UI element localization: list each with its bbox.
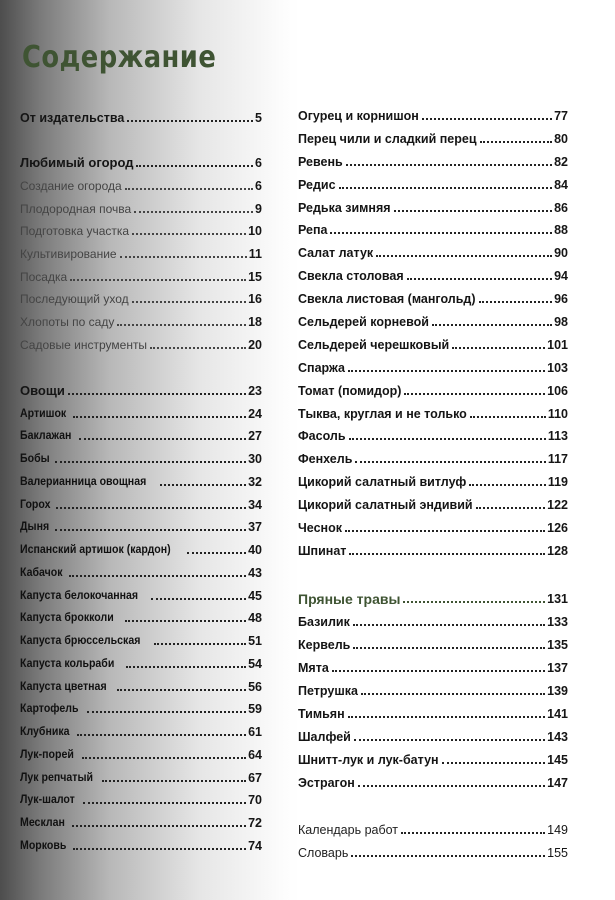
toc-entry[interactable] xyxy=(298,633,568,653)
toc-entry-page: 98 xyxy=(554,315,568,329)
toc-entry-label: Базилик xyxy=(298,615,350,629)
toc-entry-label: Бобы xyxy=(20,453,50,465)
toc-entry-page: 61 xyxy=(248,725,262,739)
toc-entry-label: Цикорий салатный витлуф xyxy=(298,475,467,489)
toc-leader-dots xyxy=(55,529,246,531)
toc-entry[interactable] xyxy=(20,788,262,808)
toc-entry-page: 10 xyxy=(248,224,262,238)
toc-entry[interactable] xyxy=(298,264,568,284)
toc-entry-label: Свекла столовая xyxy=(298,269,404,283)
toc-leader-dots xyxy=(125,188,253,190)
toc-entry-label: Огурец и корнишон xyxy=(298,109,419,123)
toc-entry[interactable] xyxy=(20,606,262,626)
toc-leader-dots xyxy=(432,324,552,326)
toc-entry[interactable] xyxy=(298,447,568,467)
toc-entry-label: Капуста брюссельская xyxy=(20,635,141,647)
toc-entry-label: Клубника xyxy=(20,726,70,738)
toc-entry-page: 128 xyxy=(547,544,568,558)
toc-entry-label: Петрушка xyxy=(298,684,358,698)
toc-entry[interactable] xyxy=(20,697,262,717)
toc-leader-dots xyxy=(354,739,545,741)
toc-entry-label: Цикорий салатный эндивий xyxy=(298,498,473,512)
toc-entry[interactable] xyxy=(298,333,568,353)
toc-entry-page: 34 xyxy=(248,498,262,512)
toc-entry-label: Валерианница овощная xyxy=(20,476,147,488)
toc-entry-page: 86 xyxy=(554,201,568,215)
toc-entry[interactable] xyxy=(298,771,568,791)
toc-leader-dots xyxy=(422,118,552,120)
toc-entry-label: Спаржа xyxy=(298,361,345,375)
toc-entry-page: 40 xyxy=(248,543,262,557)
toc-entry[interactable] xyxy=(20,584,262,604)
toc-leader-dots xyxy=(407,278,552,280)
toc-leader-dots xyxy=(349,553,545,555)
toc-leader-dots xyxy=(476,507,546,509)
toc-entry-page: 131 xyxy=(547,592,568,606)
toc-entry-page: 70 xyxy=(248,793,262,807)
toc-leader-dots xyxy=(87,711,246,713)
toc-entry[interactable] xyxy=(298,127,568,147)
toc-entry[interactable] xyxy=(20,197,262,217)
toc-leader-dots xyxy=(330,232,552,234)
toc-entry[interactable] xyxy=(20,538,262,558)
toc-leader-dots xyxy=(355,461,545,463)
toc-leader-dots xyxy=(102,780,246,782)
toc-entry-page: 20 xyxy=(248,338,262,352)
toc-leader-dots xyxy=(120,256,247,258)
toc-leader-dots xyxy=(353,624,545,626)
toc-entry-page: 96 xyxy=(554,292,568,306)
toc-entry[interactable] xyxy=(298,218,568,238)
toc-entry[interactable] xyxy=(20,629,262,649)
toc-entry-label: Словарь xyxy=(298,846,349,860)
toc-section-label: Любимый огород xyxy=(20,155,134,170)
toc-entry-page: 15 xyxy=(248,270,262,284)
toc-entry[interactable] xyxy=(20,743,262,763)
toc-entry-label: Баклажан xyxy=(20,430,72,442)
toc-entry[interactable] xyxy=(298,196,568,216)
toc-entry-label: Сельдерей черешковый xyxy=(298,338,450,352)
toc-entry-page: 43 xyxy=(248,566,262,580)
toc-entry-label: Календарь работ xyxy=(298,823,399,837)
toc-entry-page: 80 xyxy=(554,132,568,146)
toc-entry-label: Плодородная почва xyxy=(20,202,132,216)
toc-section-garden[interactable] xyxy=(20,151,262,171)
toc-leader-dots xyxy=(394,210,553,212)
toc-entry-page: 16 xyxy=(248,292,262,306)
toc-leader-dots xyxy=(154,643,246,645)
toc-entry-page: 135 xyxy=(547,638,568,652)
toc-entry[interactable] xyxy=(20,834,262,854)
toc-leader-dots xyxy=(56,507,246,509)
toc-entry-label: Месклан xyxy=(20,817,65,829)
toc-leader-dots xyxy=(151,598,246,600)
toc-leader-dots xyxy=(345,530,545,532)
toc-entry-glossary[interactable] xyxy=(298,841,568,861)
toc-leader-dots xyxy=(160,484,246,486)
toc-entry[interactable] xyxy=(298,424,568,444)
toc-leader-dots xyxy=(70,279,246,281)
toc-entry[interactable] xyxy=(20,424,262,444)
toc-entry[interactable] xyxy=(20,652,262,672)
toc-entry-page: 145 xyxy=(547,753,568,767)
toc-entry-label: Посадка xyxy=(20,270,68,284)
toc-entry[interactable] xyxy=(20,447,262,467)
page-title: Содержание xyxy=(22,40,217,75)
toc-entry-page: 5 xyxy=(255,111,262,125)
toc-entry-label: Морковь xyxy=(20,840,67,852)
toc-entry-label: Тыква, круглая и не только xyxy=(298,407,467,421)
toc-entry-page: 106 xyxy=(547,384,568,398)
toc-entry[interactable] xyxy=(298,725,568,745)
toc-entry-label: Артишок xyxy=(20,408,67,420)
toc-leader-dots xyxy=(117,689,246,691)
toc-entry[interactable] xyxy=(20,402,262,422)
toc-entry-page: 59 xyxy=(248,702,262,716)
toc-entry-label: Шалфей xyxy=(298,730,351,744)
toc-entry-page: 117 xyxy=(547,452,568,466)
toc-entry[interactable] xyxy=(298,356,568,376)
toc-leader-dots xyxy=(69,575,246,577)
toc-entry-page: 56 xyxy=(248,680,262,694)
toc-leader-dots xyxy=(83,802,247,804)
toc-leader-dots xyxy=(79,438,246,440)
toc-entry-label: Садовые инструменты xyxy=(20,338,148,352)
toc-entry[interactable] xyxy=(298,493,568,513)
toc-entry-label: Репа xyxy=(298,223,328,237)
toc-entry-page: 67 xyxy=(248,771,262,785)
toc-entry-page: 6 xyxy=(255,179,262,193)
toc-leader-dots xyxy=(376,255,552,257)
toc-entry[interactable] xyxy=(298,310,568,330)
toc-leader-dots xyxy=(442,762,546,764)
toc-entry[interactable] xyxy=(298,379,568,399)
toc-entry-page: 9 xyxy=(255,202,262,216)
toc-entry-label: Культивирование xyxy=(20,247,117,261)
toc-entry-label: Горох xyxy=(20,499,51,511)
toc-entry-label: От издательства xyxy=(20,111,125,125)
toc-entry-calendar[interactable] xyxy=(298,818,568,838)
toc-entry-page: 110 xyxy=(547,407,568,421)
toc-section-label: Пряные травы xyxy=(298,591,401,607)
toc-leader-dots xyxy=(73,416,246,418)
toc-entry-label: Кервель xyxy=(298,638,351,652)
toc-entry[interactable] xyxy=(20,174,262,194)
toc-section-label: Овощи xyxy=(20,383,65,398)
toc-leader-dots xyxy=(187,552,246,554)
toc-leader-dots xyxy=(82,757,247,759)
toc-entry-label: Капуста брокколи xyxy=(20,612,114,624)
toc-entry-page: 94 xyxy=(554,269,568,283)
toc-section-herbs[interactable] xyxy=(298,587,568,607)
toc-entry-page: 23 xyxy=(248,384,262,398)
toc-entry[interactable] xyxy=(298,656,568,676)
toc-entry-label: Перец чили и сладкий перец xyxy=(298,132,477,146)
toc-entry[interactable] xyxy=(298,241,568,261)
toc-entry[interactable] xyxy=(298,470,568,490)
toc-entry-page: 74 xyxy=(248,839,262,853)
toc-leader-dots xyxy=(132,301,246,303)
toc-entry-page: 137 xyxy=(547,661,568,675)
toc-entry-label: Создание огорода xyxy=(20,179,122,193)
toc-entry-page: 103 xyxy=(547,361,568,375)
toc-entry-label: Подготовка участка xyxy=(20,224,130,238)
toc-leader-dots xyxy=(77,734,246,736)
toc-entry-label: Шнитт-лук и лук-батун xyxy=(298,753,439,767)
toc-leader-dots xyxy=(332,670,545,672)
toc-entry-label: Мята xyxy=(298,661,329,675)
toc-entry-page: 11 xyxy=(248,247,262,261)
toc-entry-page: 48 xyxy=(248,611,262,625)
toc-entry[interactable] xyxy=(20,561,262,581)
toc-entry-page: 139 xyxy=(547,684,568,698)
toc-entry-page: 24 xyxy=(248,407,262,421)
toc-entry-label: Капуста цветная xyxy=(20,681,107,693)
toc-entry-page: 143 xyxy=(547,730,568,744)
toc-entry-page: 6 xyxy=(255,156,262,170)
toc-entry-label: Редька зимняя xyxy=(298,201,391,215)
toc-entry[interactable] xyxy=(298,173,568,193)
toc-leader-dots xyxy=(117,324,246,326)
toc-entry-page: 122 xyxy=(547,498,568,512)
toc-entry-page: 18 xyxy=(248,315,262,329)
toc-entry[interactable] xyxy=(20,333,262,353)
toc-entry-label: Хлопоты по саду xyxy=(20,315,115,329)
toc-entry-label: Лук-шалот xyxy=(20,794,75,806)
toc-leader-dots xyxy=(339,187,553,189)
toc-entry-label: Свекла листовая (мангольд) xyxy=(298,292,476,306)
toc-leader-dots xyxy=(403,601,545,603)
toc-leader-dots xyxy=(348,370,545,372)
toc-leader-dots xyxy=(72,825,246,827)
toc-entry-page: 155 xyxy=(547,846,568,860)
toc-entry-page: 32 xyxy=(248,475,262,489)
toc-leader-dots xyxy=(125,620,246,622)
toc-entry-page: 77 xyxy=(554,109,568,123)
toc-entry[interactable] xyxy=(20,265,262,285)
toc-entry[interactable] xyxy=(298,150,568,170)
toc-entry-label: Чеснок xyxy=(298,521,342,535)
toc-entry-intro[interactable] xyxy=(20,106,262,126)
toc-entry[interactable] xyxy=(298,287,568,307)
toc-leader-dots xyxy=(469,484,546,486)
toc-entry[interactable] xyxy=(298,402,568,422)
toc-leader-dots xyxy=(349,438,546,440)
toc-entry-page: 133 xyxy=(547,615,568,629)
toc-entry-page: 72 xyxy=(248,816,262,830)
toc-entry-label: Лук-порей xyxy=(20,749,74,761)
toc-leader-dots xyxy=(351,855,545,857)
toc-entry[interactable] xyxy=(20,242,262,262)
toc-entry-page: 101 xyxy=(547,338,568,352)
toc-leader-dots xyxy=(452,347,545,349)
toc-entry-page: 113 xyxy=(547,429,568,443)
toc-entry[interactable] xyxy=(20,219,262,239)
toc-leader-dots xyxy=(353,647,545,649)
toc-entry[interactable] xyxy=(298,679,568,699)
toc-entry-page: 64 xyxy=(248,748,262,762)
toc-entry[interactable] xyxy=(20,675,262,695)
toc-leader-dots xyxy=(73,848,246,850)
toc-leader-dots xyxy=(126,666,247,668)
toc-entry-page: 37 xyxy=(248,520,262,534)
toc-entry-label: Фенхель xyxy=(298,452,353,466)
toc-entry-page: 45 xyxy=(248,589,262,603)
toc-entry[interactable] xyxy=(298,702,568,722)
toc-entry-label: Картофель xyxy=(20,703,79,715)
toc-entry-label: Дыня xyxy=(20,521,50,533)
toc-leader-dots xyxy=(127,120,253,122)
toc-leader-dots xyxy=(470,416,546,418)
toc-entry[interactable] xyxy=(20,515,262,535)
toc-entry-label: Фасоль xyxy=(298,429,346,443)
toc-entry[interactable] xyxy=(298,539,568,559)
toc-leader-dots xyxy=(348,716,546,718)
toc-section-vegetables[interactable] xyxy=(20,379,262,399)
toc-entry[interactable] xyxy=(298,516,568,536)
toc-entry-label: Лук репчатый xyxy=(20,772,94,784)
toc-entry-label: Шпинат xyxy=(298,544,347,558)
toc-entry-label: Эстрагон xyxy=(298,776,355,790)
toc-entry[interactable] xyxy=(20,720,262,740)
toc-entry-label: Сельдерей корневой xyxy=(298,315,429,329)
toc-entry[interactable] xyxy=(20,310,262,330)
toc-entry-page: 88 xyxy=(554,223,568,237)
toc-entry[interactable] xyxy=(298,610,568,630)
toc-entry[interactable] xyxy=(20,470,262,490)
toc-entry-label: Кабачок xyxy=(20,567,63,579)
toc-entry-page: 84 xyxy=(554,178,568,192)
toc-entry-page: 51 xyxy=(248,634,262,648)
toc-leader-dots xyxy=(361,693,545,695)
toc-entry-page: 90 xyxy=(554,246,568,260)
toc-leader-dots xyxy=(134,211,253,213)
toc-leader-dots xyxy=(480,141,553,143)
toc-leader-dots xyxy=(55,461,246,463)
toc-entry-label: Редис xyxy=(298,178,336,192)
toc-entry[interactable] xyxy=(20,493,262,513)
toc-entry-label: Тимьян xyxy=(298,707,345,721)
toc-entry-label: Капуста кольраби xyxy=(20,658,115,670)
toc-leader-dots xyxy=(358,785,545,787)
toc-entry-page: 126 xyxy=(547,521,568,535)
toc-leader-dots xyxy=(132,233,246,235)
toc-entry-page: 27 xyxy=(248,429,262,443)
toc-entry-page: 54 xyxy=(248,657,262,671)
toc-entry-label: Салат латук xyxy=(298,246,374,260)
toc-leader-dots xyxy=(346,164,552,166)
toc-entry-label: Последующий уход xyxy=(20,292,129,306)
toc-leader-dots xyxy=(401,832,545,834)
toc-entry[interactable] xyxy=(20,766,262,786)
toc-entry-page: 141 xyxy=(547,707,568,721)
toc-entry-page: 30 xyxy=(248,452,262,466)
toc-entry[interactable] xyxy=(298,748,568,768)
toc-entry-page: 149 xyxy=(547,823,568,837)
toc-entry-label: Томат (помидор) xyxy=(298,384,402,398)
toc-entry-label: Испанский артишок (кардон) xyxy=(20,544,171,556)
toc-leader-dots xyxy=(404,393,545,395)
toc-leader-dots xyxy=(136,165,253,167)
toc-entry-label: Ревень xyxy=(298,155,343,169)
toc-entry[interactable] xyxy=(298,104,568,124)
toc-entry-page: 119 xyxy=(547,475,568,489)
toc-leader-dots xyxy=(68,393,246,395)
toc-entry[interactable] xyxy=(20,287,262,307)
toc-entry[interactable] xyxy=(20,811,262,831)
toc-leader-dots xyxy=(479,301,553,303)
toc-leader-dots xyxy=(150,347,246,349)
toc-entry-label: Капуста белокочанная xyxy=(20,590,139,602)
toc-entry-page: 147 xyxy=(547,776,568,790)
toc-entry-page: 82 xyxy=(554,155,568,169)
